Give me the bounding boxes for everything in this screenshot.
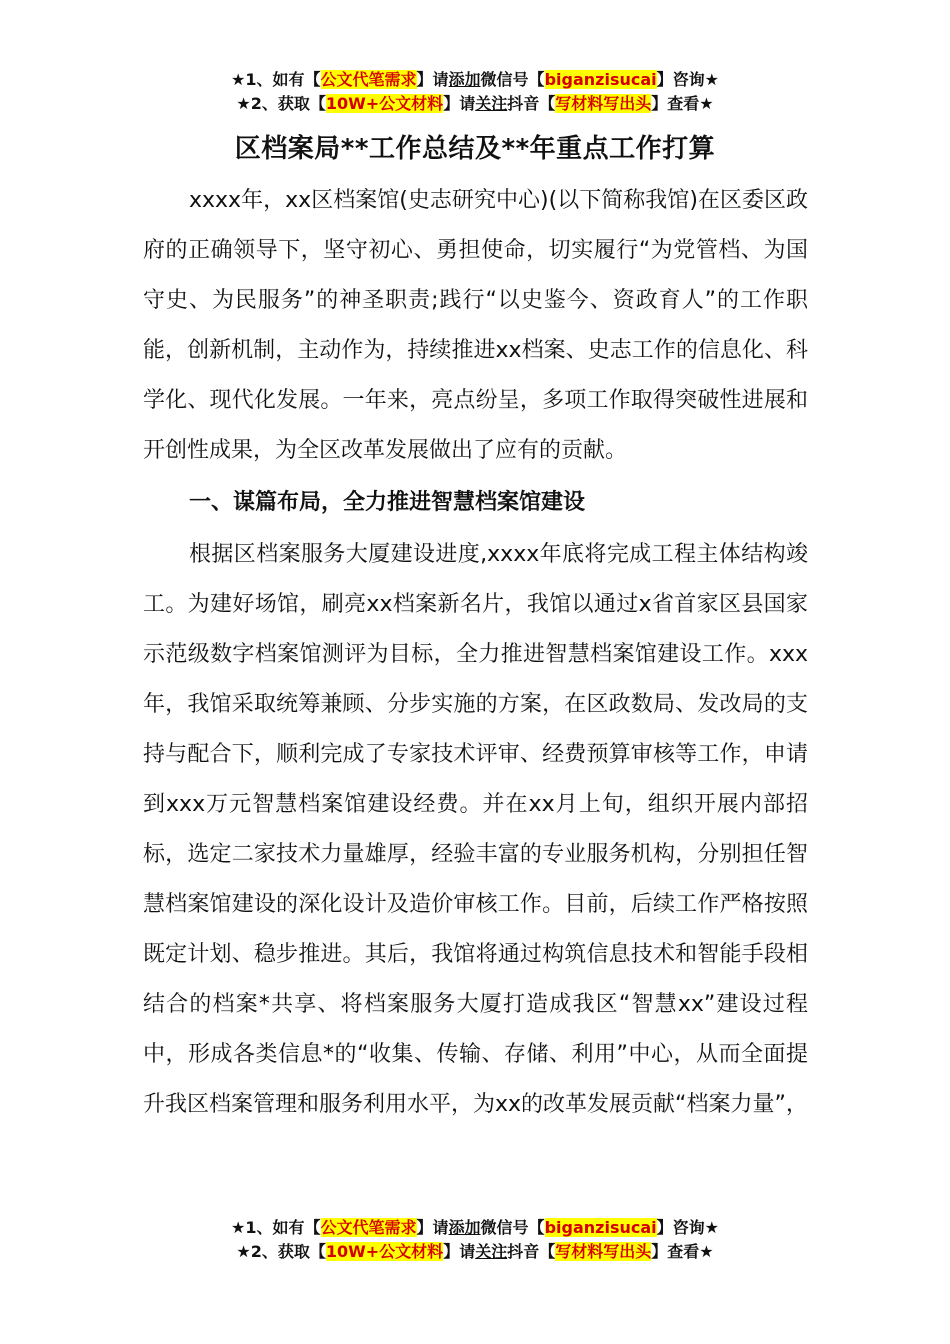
promo-underline: 关注 [475, 94, 508, 113]
promo-text: 微信号【 [480, 1218, 545, 1237]
promo-highlight: 公文代笔需求 [320, 70, 417, 89]
document-body [143, 176, 808, 1130]
promo-text: 】请 [443, 1242, 476, 1261]
promo-text: 】请 [416, 1218, 449, 1237]
intro-paragraph: xxxx年，xx区档案馆(史志研究中心)(以下简称我馆)在区委区政府的正确领导下，坚守初心、勇担使命，切实履行“为党管档、为国守史、为民服务”的神圣职责;践行“以史鉴今、资政育人”的工作职能，创新机制，主动作为，持续推进xx档案、史志工作的信息化、科学化、现代化发展。一年来，亮点纷呈，多项工作取得突破性进展和开创性成果，为全区改革发展做出了应有的贡献。 [143, 188, 808, 463]
section-paragraph: 根据区档案服务大厦建设进度,xxxx年底将完成工程主体结构竣工。为建好场馆，刷亮xx档案新名片，我馆以通过x省首家区县国家示范级数字档案馆测评为目标，全力推进智慧档案馆建设工作。xxx年，我馆采取统筹兼顾、分步实施的方案，在区政数局、发改局的支持与配合下，顺利完成了专家技术评审、经费预算审核等工作，申请到xxx万元智慧档案馆建设经费。并在xx月上旬，组织开展内部招标，选定二家技术力量雄厚，经验丰富的专业服务机构，分别担任智慧档案馆建设的深化设计及造价审核工作。目前，后续工作严格按照既定计划、稳步推进。其后，我馆将通过构筑信息技术和智能手段相结合的档案*共享、将档案服务大厦打造成我区“智慧xx”建设过程中，形成各类信息*的“收集、传输、存储、利用”中心，从而全面提升我区档案管理和服务利用水平，为xx的改革发展贡献“档案力量”， [143, 542, 808, 1117]
promo-line-1 [0, 68, 950, 92]
promo-text: ★2、获取【 [236, 1242, 326, 1261]
promo-banner-top [0, 68, 950, 116]
promo-text: 】咨询★ [656, 1218, 719, 1237]
promo-underline: 关注 [475, 1242, 508, 1261]
promo-line-2 [0, 1240, 950, 1264]
promo-line-1 [0, 1216, 950, 1240]
promo-text: 】请 [416, 70, 449, 89]
promo-text: ★1、如有【 [231, 1218, 321, 1237]
promo-highlight: 写材料写出头 [555, 94, 652, 113]
promo-banner-bottom [0, 1216, 950, 1264]
document-title: 区档案局**工作总结及**年重点工作打算 [234, 134, 716, 164]
promo-text: 抖音【 [507, 1242, 556, 1261]
promo-text: 】查看★ [651, 1242, 714, 1261]
promo-underline: 添加 [448, 70, 481, 89]
section-heading: 一、谋篇布局，全力推进智慧档案馆建设 [189, 490, 586, 515]
promo-text: 】查看★ [651, 94, 714, 113]
promo-text: 微信号【 [480, 70, 545, 89]
promo-text: 抖音【 [507, 94, 556, 113]
promo-text: ★2、获取【 [236, 94, 326, 113]
promo-highlight: 公文代笔需求 [320, 1218, 417, 1237]
promo-underline: 添加 [448, 1218, 481, 1237]
promo-text: 】请 [443, 94, 476, 113]
promo-highlight: biganzisucai [544, 1218, 657, 1237]
promo-line-2 [0, 92, 950, 116]
promo-highlight: 10W+公文材料 [325, 94, 444, 113]
promo-highlight: 10W+公文材料 [325, 1242, 444, 1261]
promo-highlight: biganzisucai [544, 70, 657, 89]
promo-text: 】咨询★ [656, 70, 719, 89]
promo-text: ★1、如有【 [231, 70, 321, 89]
promo-highlight: 写材料写出头 [555, 1242, 652, 1261]
